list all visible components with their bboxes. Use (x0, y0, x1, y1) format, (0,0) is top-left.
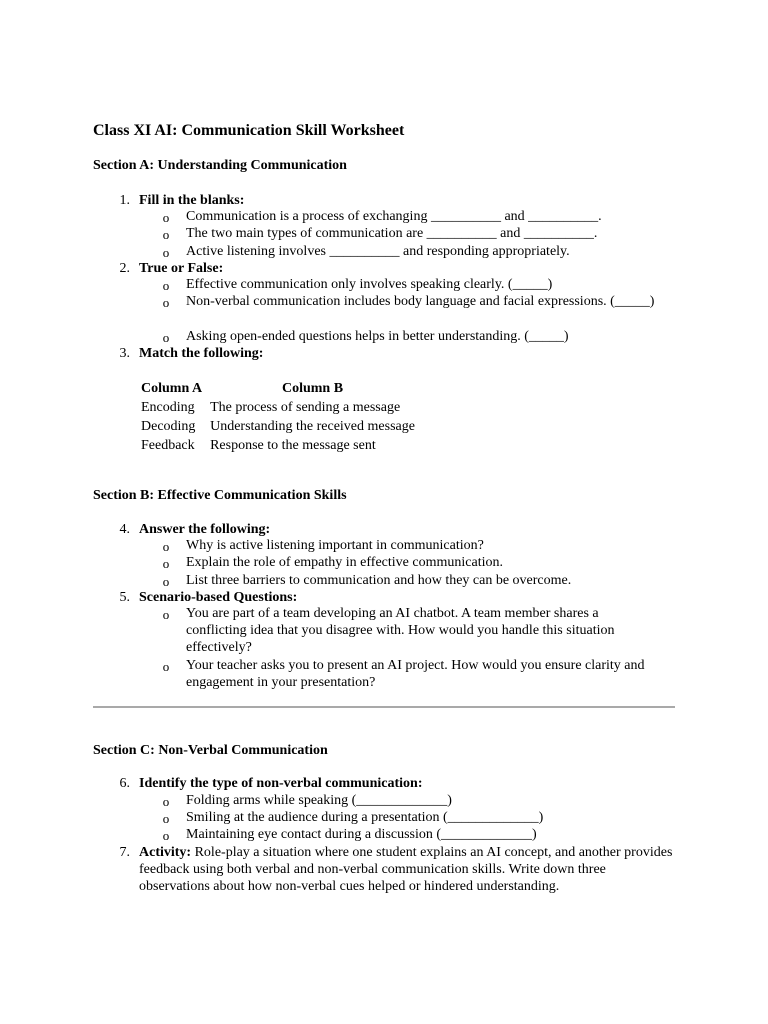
bullet-icon: o (162, 794, 170, 809)
table-row (137, 417, 419, 436)
question-label (139, 192, 244, 209)
list-item: You are part of a team developing an AI chatbot. A team member shares a conflicting idea that you disagree with. How would you handle this situation effectively? (186, 606, 615, 655)
question-label-text: Scenario-based Questions: (139, 590, 298, 605)
match-table (137, 379, 419, 455)
question-label (139, 345, 263, 362)
bullet-icon: o (162, 607, 170, 622)
list-item: Your teacher asks you to present an AI project. How would you ensure clarity and engagement in your presentation? (186, 658, 645, 690)
column-a-header: Column A (141, 381, 203, 396)
list-item: Why is active listening important in communication? (186, 538, 484, 553)
table-header-row (137, 379, 419, 398)
worksheet-title: Class XI AI: Communication Skill Worksheet (93, 122, 405, 139)
question-label-text: Identify the type of non-verbal communication: (139, 776, 423, 791)
table-row (137, 398, 419, 417)
bullet-icon: o (162, 295, 170, 310)
bullet-icon: o (162, 245, 170, 260)
bullet-icon: o (162, 811, 170, 826)
bullet-icon: o (162, 278, 170, 293)
question-label (139, 260, 223, 277)
bullet-icon: o (162, 330, 170, 345)
question-label-text: Fill in the blanks: (139, 193, 245, 208)
list-item: List three barriers to communication and how they can be overcome. (186, 573, 572, 588)
question-number: 4. (119, 522, 130, 537)
bullet-icon: o (162, 227, 170, 242)
question-label (139, 589, 297, 606)
bullet-icon: o (162, 210, 170, 225)
table-cell: Response to the message sent (210, 438, 376, 453)
question-number: 2. (119, 261, 130, 276)
question-number: 1. (119, 193, 130, 208)
table-cell: Decoding (141, 419, 196, 434)
table-row (137, 436, 419, 455)
question-number: 6. (119, 776, 130, 791)
table-cell: Encoding (141, 400, 195, 415)
bullet-icon: o (162, 574, 170, 589)
activity-paragraph (139, 844, 679, 895)
list-item: Maintaining eye contact during a discussion (_____________) (186, 827, 537, 842)
table-cell: Feedback (141, 438, 195, 453)
list-item: Active listening involves __________ and responding appropriately. (186, 244, 570, 259)
question-label-text: Match the following: (139, 346, 264, 361)
list-item: Explain the role of empathy in effective communication. (186, 555, 503, 570)
question-label (139, 521, 270, 538)
list-item: Asking open-ended questions helps in better understanding. (_____) (186, 329, 569, 344)
question-label (139, 775, 423, 792)
question-label-text: True or False: (139, 261, 224, 276)
question-number: 5. (119, 590, 130, 605)
section-divider (93, 706, 675, 708)
list-item: Communication is a process of exchanging __________ and __________. (186, 209, 602, 224)
question-number: 3. (119, 346, 130, 361)
table-cell: Understanding the received message (210, 419, 415, 434)
section-b-heading: Section B: Effective Communication Skills (93, 488, 347, 503)
bullet-icon: o (162, 539, 170, 554)
section-a-heading: Section A: Understanding Communication (93, 158, 347, 173)
list-item: Smiling at the audience during a presentation (_____________) (186, 810, 544, 825)
bullet-icon: o (162, 828, 170, 843)
question-label-text: Answer the following: (139, 522, 271, 537)
column-b-header: Column B (281, 381, 344, 396)
bullet-icon: o (162, 659, 170, 674)
list-item: Effective communication only involves speaking clearly. (_____) (186, 277, 553, 292)
activity-label: Activity: (139, 845, 192, 860)
activity-text: Role-play a situation where one student explains an AI concept, and another provides feedback using both verbal and non-verbal communication skills. Write down three observations about how non-verbal cues helped or hindered understanding. (139, 845, 673, 894)
list-item: The two main types of communication are __________ and __________. (186, 226, 598, 241)
list-item: Non-verbal communication includes body language and facial expressions. (_____) (186, 294, 655, 309)
table-cell: The process of sending a message (210, 400, 401, 415)
list-item: Folding arms while speaking (_____________) (186, 793, 452, 808)
question-number: 7. (119, 845, 130, 860)
bullet-icon: o (162, 556, 170, 571)
section-c-heading: Section C: Non-Verbal Communication (93, 743, 328, 758)
